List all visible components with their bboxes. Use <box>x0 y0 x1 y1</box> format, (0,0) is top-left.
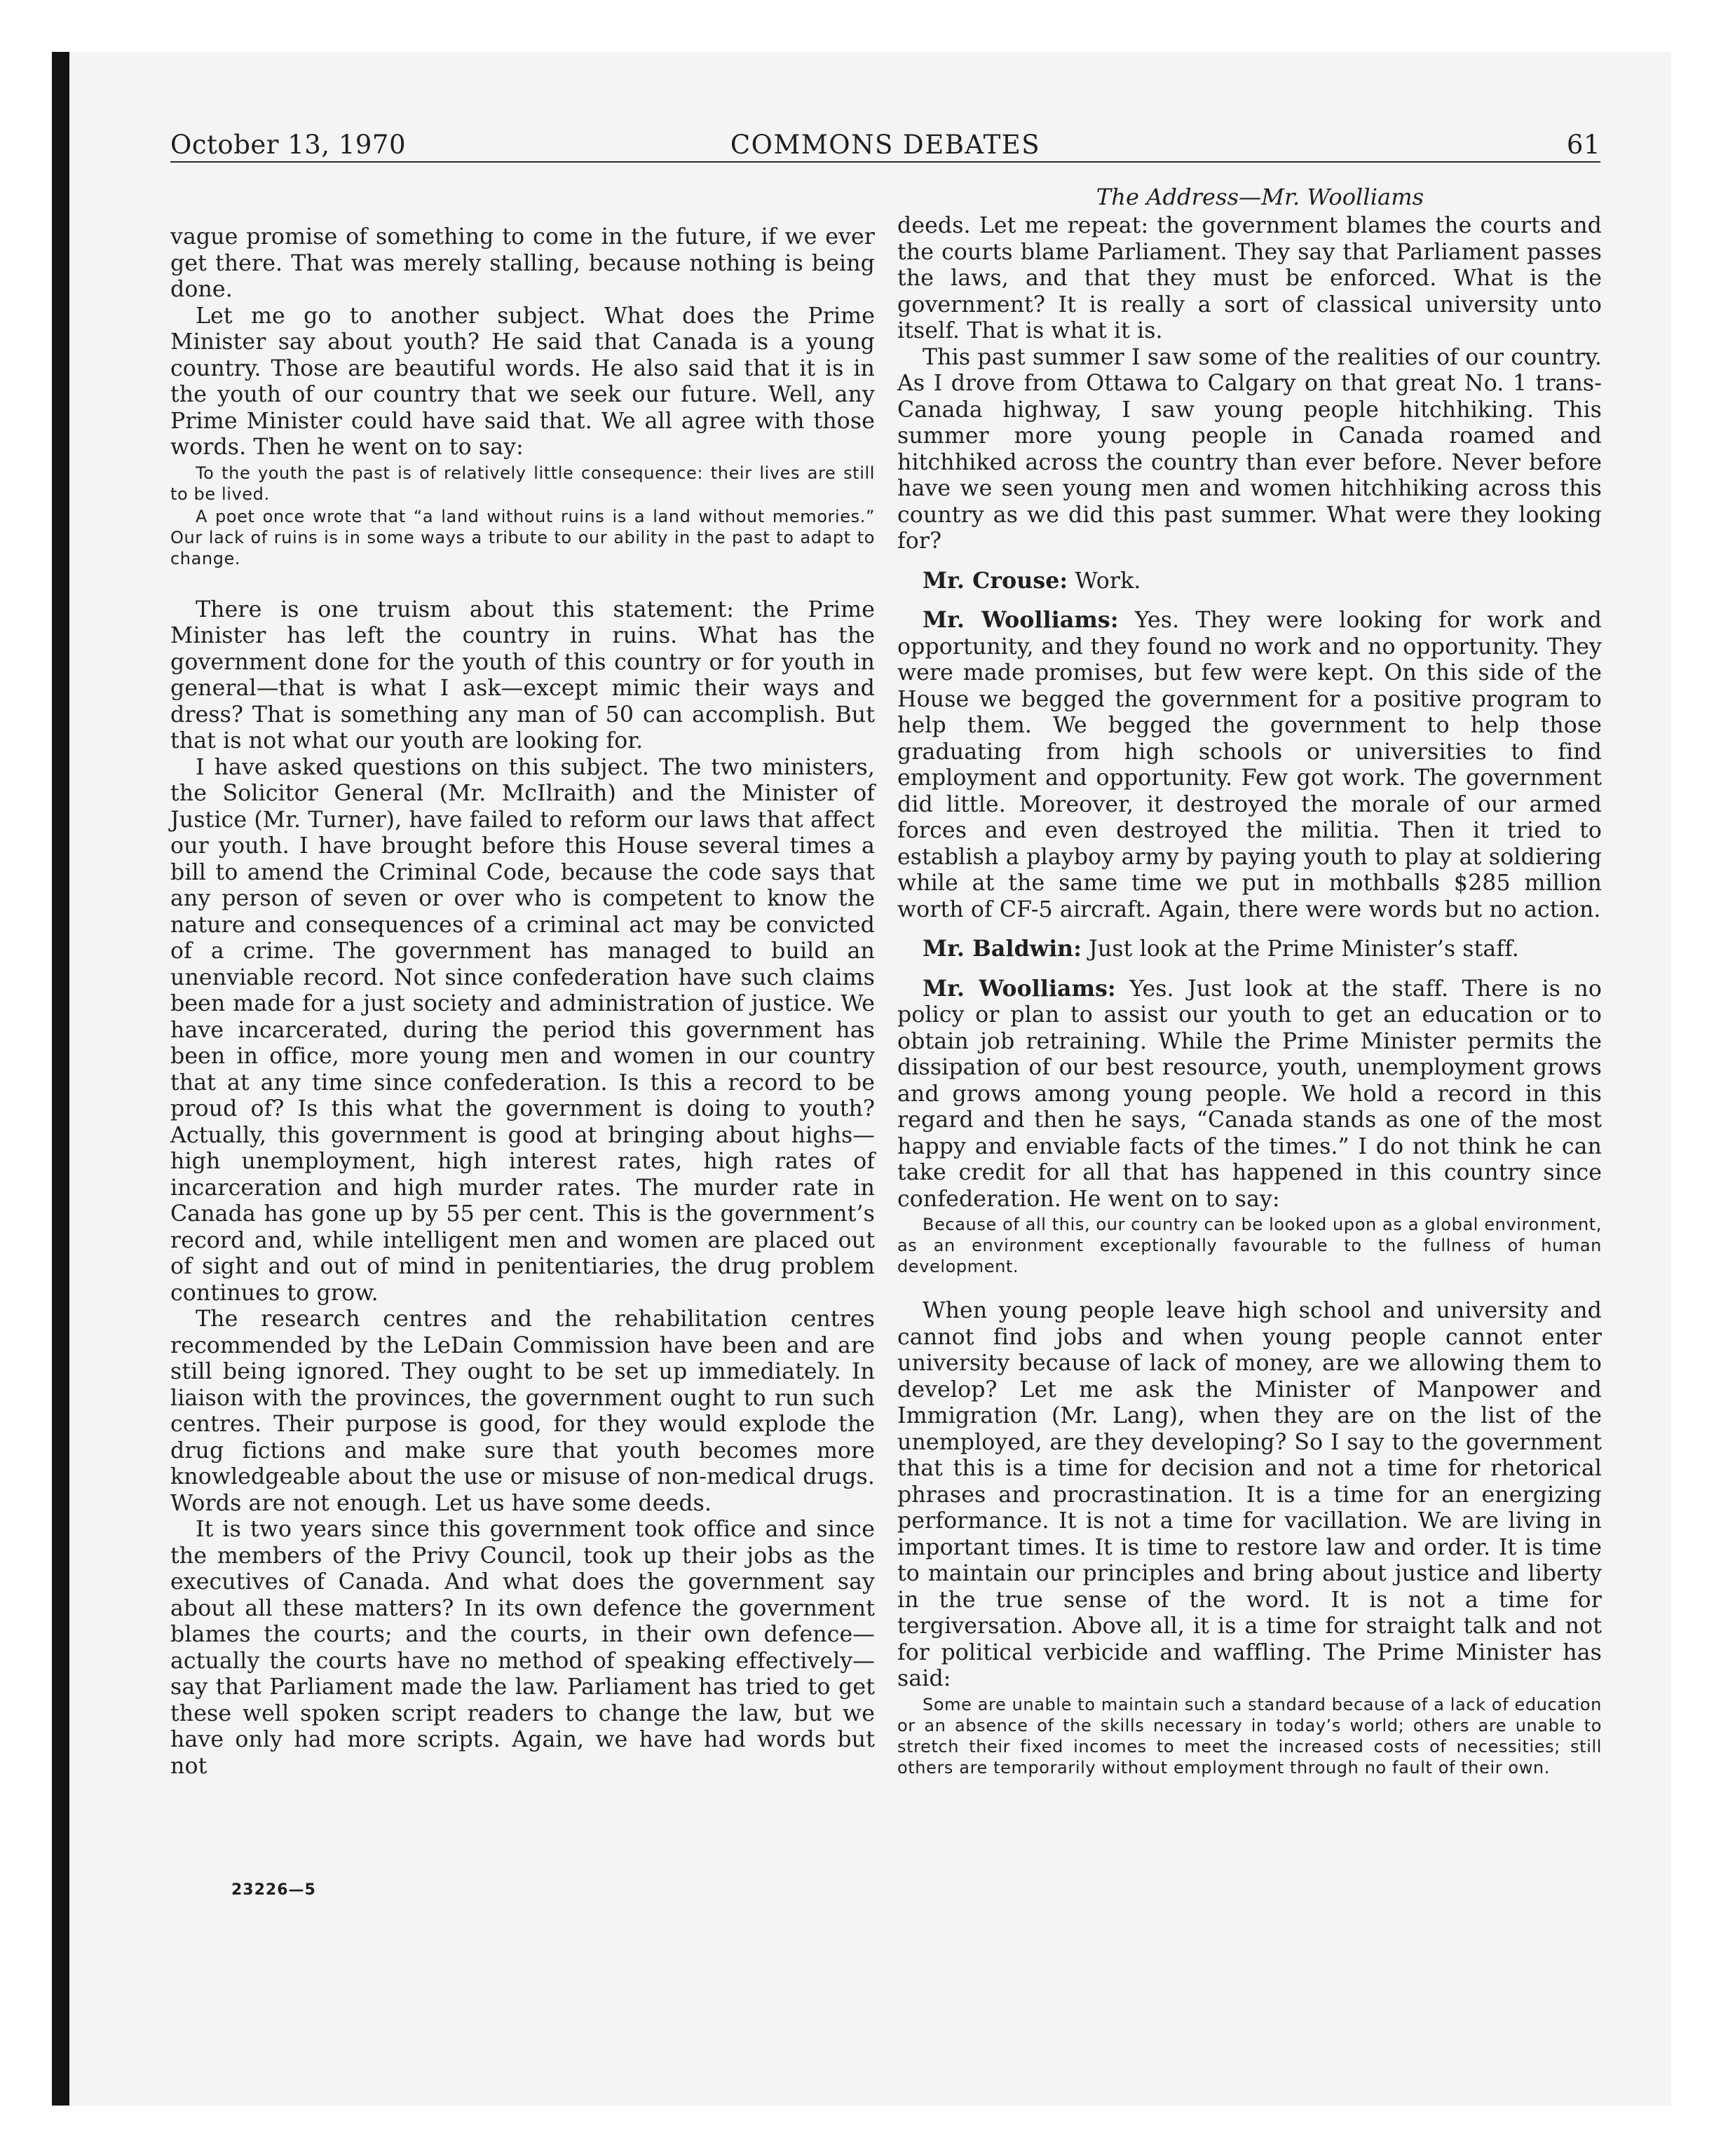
paragraph-text: Let me go to another subject. What does the Prime Minister say about youth? He said that Canada is a young country. Those are beautiful words. He also said that it is in the youth of our country that we seek our future. Well, any Prime Minister could have said that. We all agree with those words. Then he went on to say: <box>170 303 875 460</box>
speech-paragraph <box>897 607 1602 923</box>
scan-margin <box>0 0 52 2156</box>
speech-paragraph <box>897 568 1602 595</box>
paragraph-text: Yes. They were looking for work and opportunity, and they found no work and no opportunity. They were made promises, but few were kept. On this side of the House we begged the government for a positive program to help them. We begged the government to help those graduating from high schools or universities to find employment and opportunity. Few got work. The government did little. Moreover, it destroyed the morale of our armed forces and even destroyed the militia. Then it tried to establish a playboy army by paying youth to play at soldiering while at the same time we put in mothballs $285 million worth of CF-5 aircraft. Again, there were words but no action. <box>897 608 1602 922</box>
paragraph-text: A poet once wrote that “a land without ruins is a land without memories.” Our lack of ruins is in some ways a tribute to our ability in the past to adapt to change. <box>170 506 875 568</box>
speaker-name: Mr. Baldwin: <box>923 936 1082 962</box>
quoted-passage <box>897 1214 1602 1277</box>
scan-edge-shadow <box>52 52 69 2106</box>
paragraph-text: vague promise of something to come in the future, if we ever get there. That was merely stalling, because nothing is being done. <box>170 224 875 302</box>
paragraph <box>897 345 1602 555</box>
paragraph-text: This past summer I saw some of the realities of our country. As I drove from Ottawa to Calgary on that great No. 1 trans-Canada highway, I saw young people hitchhiking. This summer more young people in Canada roamed and hitchhiked across the country than ever before. Never before have we seen young men and women hitchhiking across this country as we did this past summer. What were they looking for? <box>897 344 1602 554</box>
paragraph-text: To the youth the past is of relatively little consequence: their lives are still to be lived. <box>170 463 875 504</box>
header-page-number: 61 <box>1566 130 1600 160</box>
paragraph-text: Work. <box>1068 568 1141 594</box>
quoted-passage <box>897 1694 1602 1778</box>
quoted-passage <box>170 463 875 505</box>
paragraph <box>170 597 875 755</box>
paragraph-text: I have asked questions on this subject. The two ministers, the Solicitor General (Mr. McIlraith) and the Minister of Justice (Mr. Turner), have failed to reform our laws that affect our youth. I have brought before this House several times a bill to amend the Criminal Code, because the code says that any person of seven or over who is competent to know the nature and consequences of a criminal act may be convicted of a crime. The government has managed to build an unenviable record. Not since confederation have such claims been made for a just society and administration of justice. We have incarcerated, during the period this government has been in office, more young men and women in our country that at any time since confederation. Is this a record to be proud of? Is this what the government is doing to youth? Actually, this government is good at bringing about highs—high unemployment, high interest rates, high rates of incarceration and high murder rates. The murder rate in Canada has gone up by 55 per cent. This is the government’s record and, while intelligent men and women are placed out of sight and out of mind in penitentiaries, the drug problem continues to grow. <box>170 754 875 1306</box>
header-rule <box>170 161 1600 163</box>
paragraph <box>170 755 875 1307</box>
paragraph-text: There is one truism about this statement: the Prime Minister has left the country in ruins. What has the government done for the youth of this country or for youth in general—that is what I ask—except mimic their ways and dress? That is something any man of 50 can accomplish. But that is not what our youth are looking for. <box>170 596 875 753</box>
speaker-name: Mr. Woolliams: <box>923 607 1119 633</box>
paragraph <box>170 1306 875 1517</box>
signature-mark: 23226—5 <box>231 1881 316 1899</box>
paragraph-text: The research centres and the rehabilitation centres recommended by the LeDain Commission have been and are still being ignored. They ought to be set up immediately. In liaison with the provinces, the government ought to run such centres. Their purpose is good, for they would explode the drug fictions and make sure that youth becomes more knowledgeable about the use or misuse of non-medical drugs. Words are not enough. Let us have some deeds. <box>170 1306 875 1516</box>
paragraph-text: Yes. Just look at the staff. There is no policy or plan to assist our youth to get an education or to obtain job retraining. While the Prime Minister permits the dissipation of our best resource, youth, unemployment grows and grows among young people. We hold a record in this regard and then he says, “Canada stands as one of the most happy and enviable facts of the times.” I do not think he can take credit for all that has happened in this country since confederation. He went on to say: <box>897 976 1603 1212</box>
paragraph-text: deeds. Let me repeat: the government blames the courts and the courts blame Parliament. They say that Parliament passes the laws, and that they must be enforced. What is the government? It is really a sort of classical university unto itself. That is what it is. <box>897 213 1602 343</box>
header-publication: COMMONS DEBATES <box>730 130 1041 160</box>
paragraph-text: When young people leave high school and university and cannot find jobs and when young people cannot enter university because of lack of money, are we allowing them to develop? Let me ask the Minister of Manpower and Immigration (Mr. Lang), when they are on the list of the unemployed, are they developing? So I say to the government that this is a time for decision and not a time for rhetorical phrases and procrastination. It is a time for an energizing performance. It is not a time for vacillation. We are living in important times. It is time to restore law and order. It is time to maintain our principles and bring about justice and liberty in the true sense of the word. It is not a time for tergiversation. Above all, it is a time for straight talk and not for political verbicide and waffling. The Prime Minister has said: <box>897 1298 1602 1691</box>
speech-paragraph <box>897 936 1602 963</box>
paragraph <box>170 303 875 461</box>
topic-heading: The Address—Mr. Woolliams <box>1096 184 1424 210</box>
paragraph-text: It is two years since this government took office and since the members of the Privy Council, took up their jobs as the executives of Canada. And what does the government say about all these matters? In its own defence the government blames the courts; and the courts, in their own defence—actually the courts have no method of speaking effectively—say that Parliament made the law. Parliament has tried to get these well spoken script readers to change the law, but we have only had more scripts. Again, we have had words but not <box>170 1517 875 1779</box>
paragraph-text: Some are unable to maintain such a standard because of a lack of education or an absence of the skills necessary in today’s world; others are unable to stretch their fixed incomes to meet the increased costs of necessities; still others are temporarily without employment through no fault of their own. <box>897 1694 1602 1778</box>
speech-paragraph <box>897 976 1602 1213</box>
paragraph-text: Because of all this, our country can be looked upon as a global environment, as an environment exceptionally favourable to the fullness of human development. <box>897 1215 1602 1276</box>
paragraph <box>897 1298 1602 1693</box>
speaker-name: Mr. Crouse: <box>923 567 1068 594</box>
quoted-passage <box>170 506 875 569</box>
paragraph <box>170 1517 875 1780</box>
paragraph-continued <box>170 224 875 303</box>
speaker-name: Mr. Woolliams: <box>923 975 1116 1002</box>
paragraph-continued <box>897 213 1602 345</box>
right-column <box>897 184 1602 1780</box>
paragraph-text: Just look at the Prime Minister’s staff. <box>1082 936 1519 962</box>
left-column <box>170 224 875 1780</box>
running-head <box>170 125 1600 161</box>
header-date: October 13, 1970 <box>170 130 406 160</box>
